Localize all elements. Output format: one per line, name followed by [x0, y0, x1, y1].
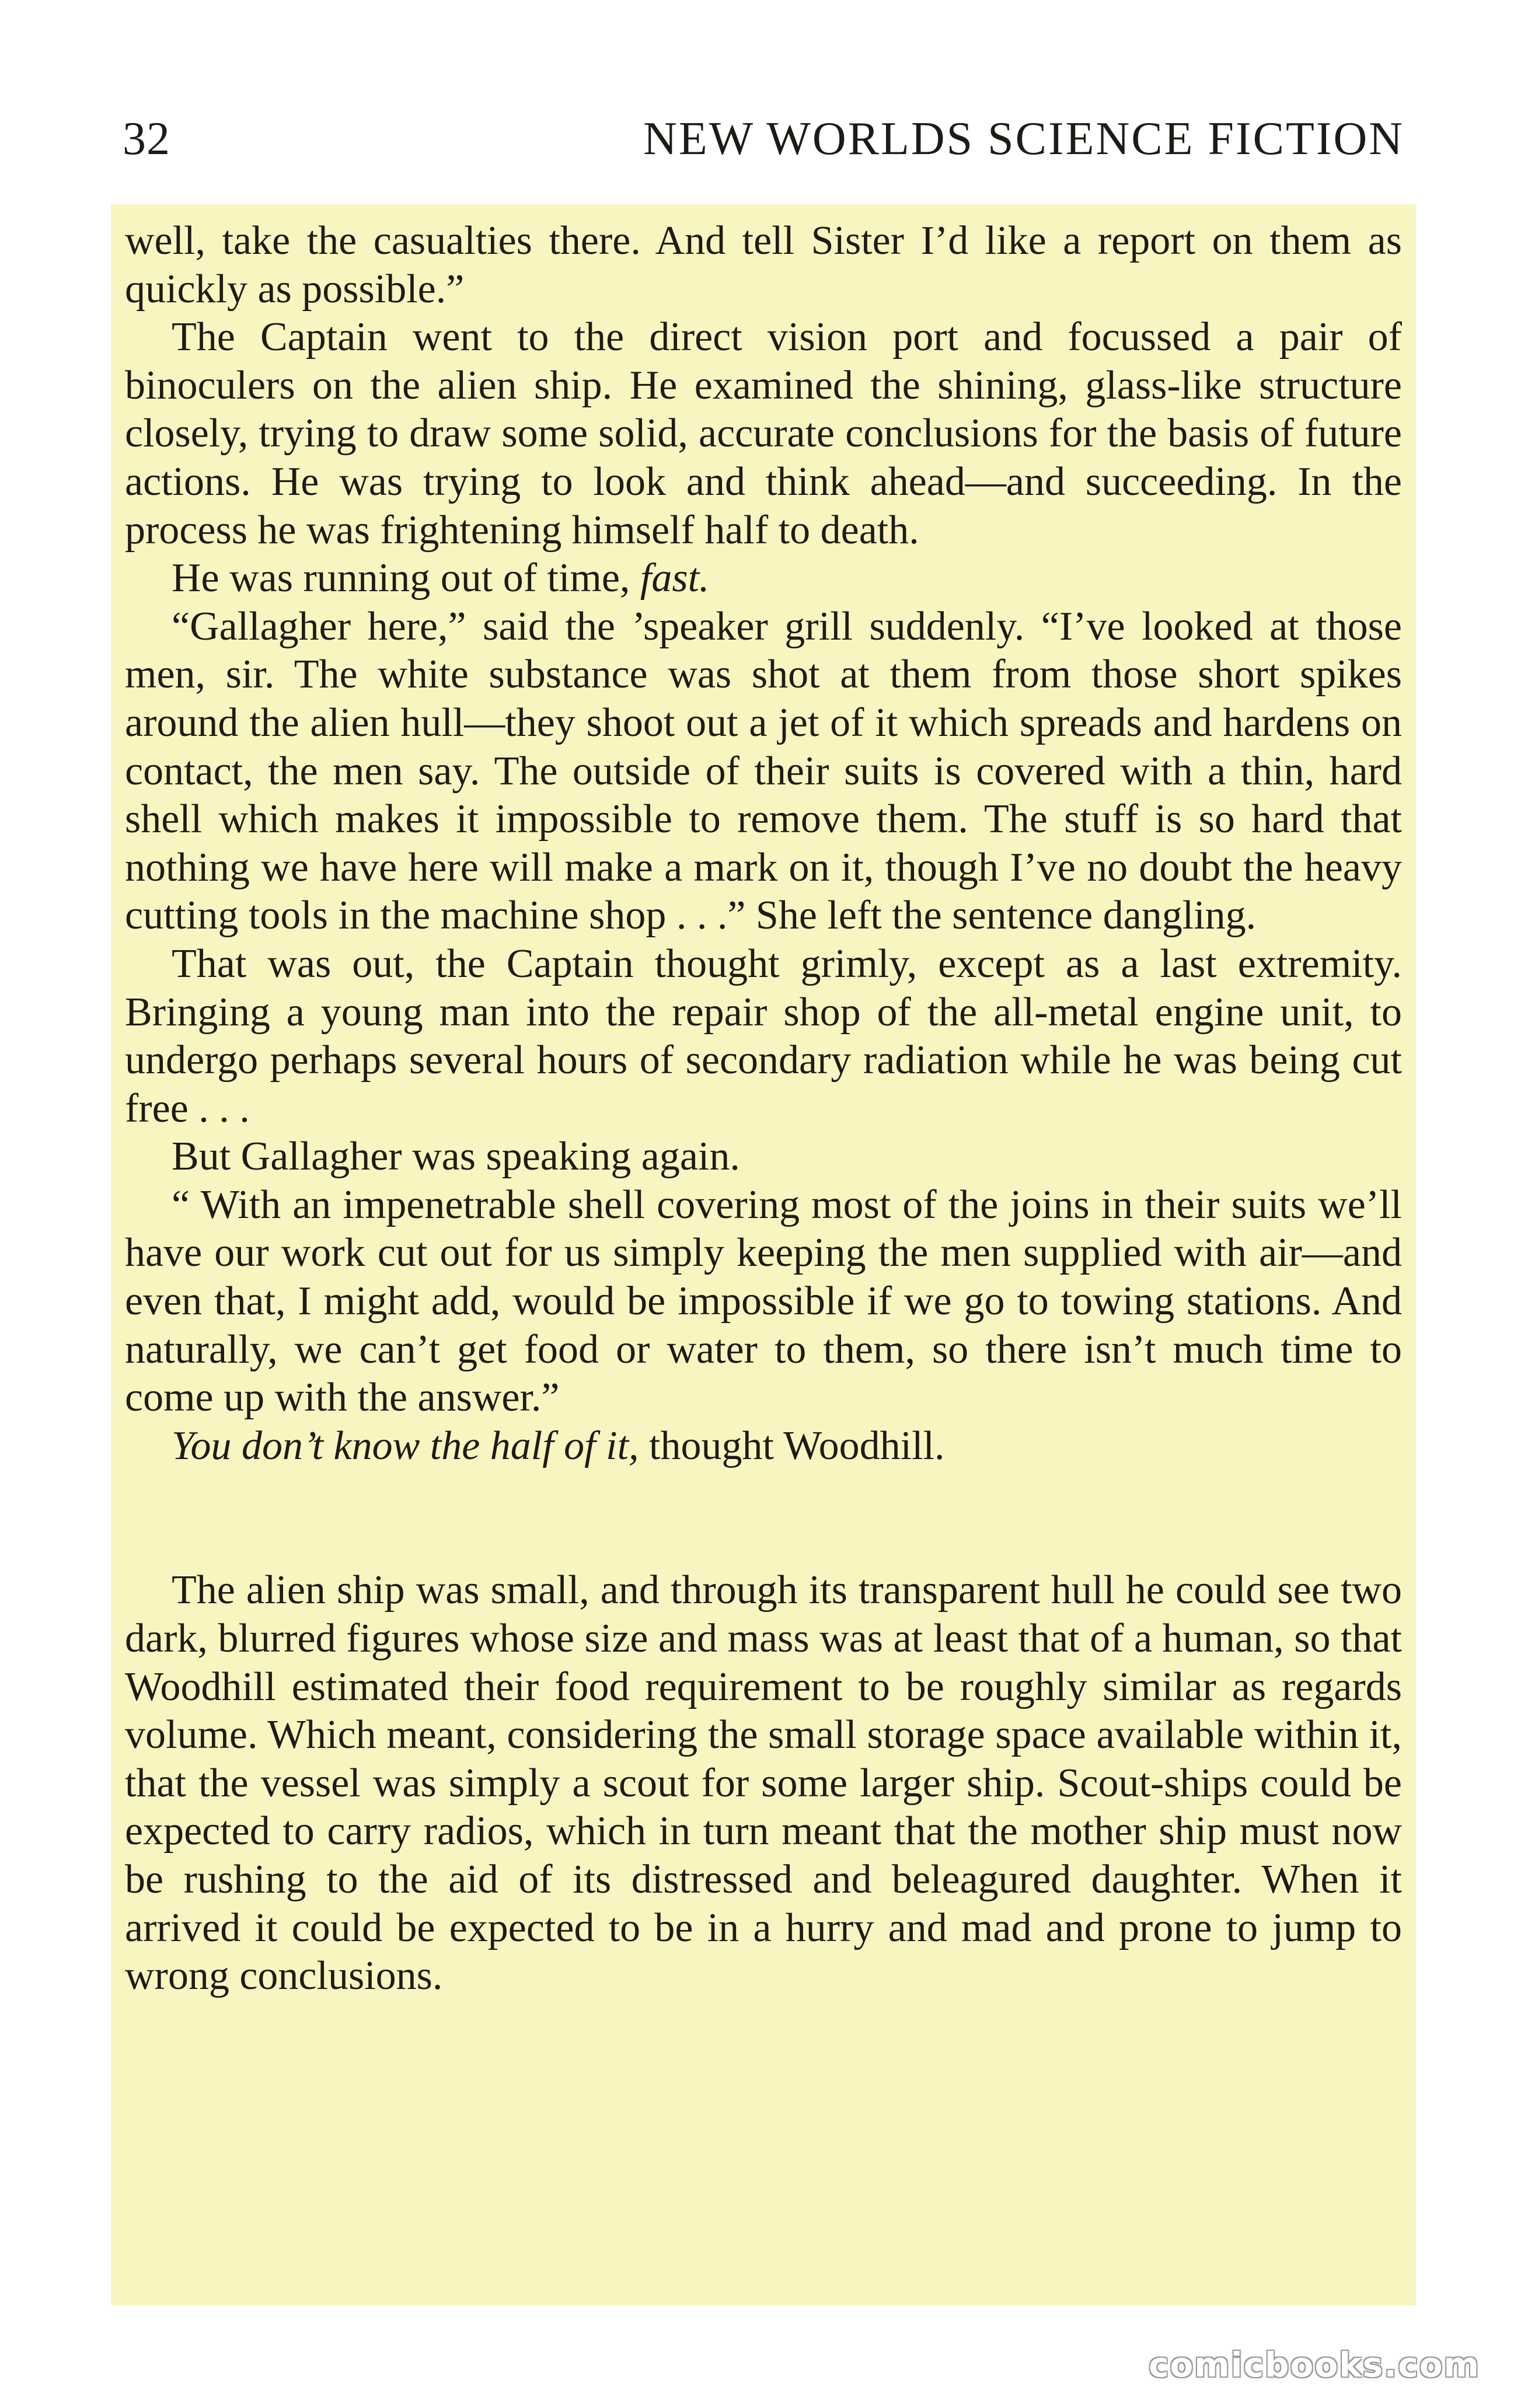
paragraph-text: thought Woodhill. [649, 1423, 945, 1468]
running-head: NEW WORLDS SCIENCE FICTION [643, 113, 1404, 165]
paragraph: well, take the casualties there. And tell Sister I’d like a report on them as quickly as possible.” [125, 218, 1402, 312]
paragraph: The Captain went to the direct vision port and focussed a pair of binoculers on the alien ship. He examined the shining, glass-like structure closely, trying to draw some solid, accurate conclusions for the basis of future actions. He was trying to look and think ahead—and succeeding. In the process he was frightening himself half to death. [125, 315, 1402, 553]
emphasis-text: You don’t know the half of it, [172, 1423, 639, 1468]
book-page [111, 99, 1416, 2305]
page-number: 32 [123, 113, 170, 165]
page-header [111, 99, 1416, 187]
story-text [111, 204, 1416, 2305]
paragraph [125, 554, 1402, 603]
paragraph-text: He was running out of time, [172, 556, 630, 601]
watermark: comicbooks.com [1149, 2345, 1480, 2385]
emphasis-text: fast. [640, 556, 710, 601]
paragraph: “ With an impenetrable shell covering most of the joins in their suits we’ll have our work cut out for us simply keeping the men supplied with air—and even that, I might add, would be impossible if we go to towing stations. And naturally, we can’t get food or water to them, so there isn’t much time to come up with the answer.” [125, 1182, 1402, 1421]
section-break [125, 1470, 1402, 1566]
paragraph: “Gallagher here,” said the ’speaker grill suddenly. “I’ve looked at those men, sir. The white substance was shot at them from those short spikes around the alien hull—they shoot out a jet of it which spreads and hardens on contact, the men say. The outside of their suits is covered with a thin, hard shell which makes it impossible to remove them. The stuff is so hard that nothing we have here will make a mark on it, though I’ve no doubt the heavy cutting tools in the machine shop . . .” She left the sentence dangling. [125, 603, 1402, 938]
paragraph: That was out, the Captain thought grimly, except as a last extremity. Bringing a young man into the repair shop of the all-metal engine unit, to undergo perhaps several hours of secondary radiation while he was being cut free . . . [125, 941, 1402, 1131]
paragraph: The alien ship was small, and through its transparent hull he could see two dark, blurred figures whose size and mass was at least that of a human, so that Woodhill estimated their food requirement to be roughly similar as regards volume. Which meant, considering the small storage space available within it, that the vessel was simply a scout for some larger ship. Scout-ships could be expected to carry radios, which in turn meant that the mother ship must now be rushing to the aid of its distressed and beleagured daughter. When it arrived it could be expected to be in a hurry and mad and prone to jump to wrong conclusions. [125, 1568, 1402, 1999]
paragraph [125, 1422, 1402, 1471]
paragraph: But Gallagher was speaking again. [172, 1134, 740, 1179]
